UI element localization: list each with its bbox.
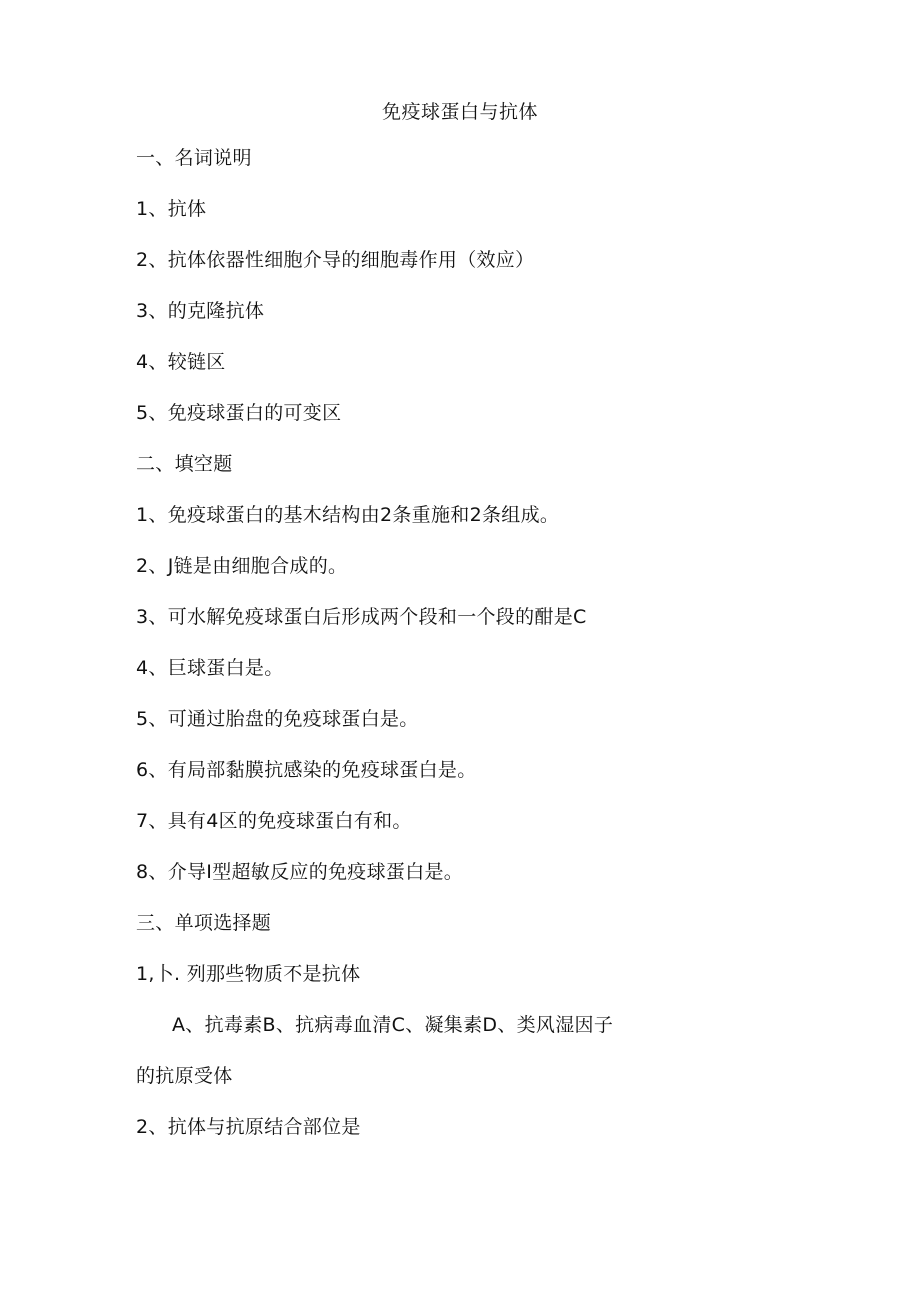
text-line: 8、介导I型超敏反应的免疫球蛋白是。 — [136, 861, 464, 883]
text-line: 的抗原受体 — [136, 1065, 233, 1087]
text-line: 1、免疫球蛋白的基木结构由2条重施和2条组成。 — [136, 504, 560, 526]
text-line: 4、较链区 — [136, 351, 226, 373]
document-body — [136, 143, 836, 1163]
text-line: 3、可水解免疫球蛋白后形成两个段和一个段的酣是C — [136, 606, 587, 628]
text-line: 2、抗体与抗原结合部位是 — [136, 1116, 361, 1138]
text-line: 2、J链是由细胞合成的。 — [136, 555, 348, 577]
document-title: 免疫球蛋白与抗体 — [381, 101, 538, 123]
text-line: 1,卜. 列那些物质不是抗体 — [136, 963, 361, 985]
text-line: 三、单项选择题 — [136, 912, 272, 934]
text-line: 3、的克隆抗体 — [136, 300, 265, 322]
text-line: 1、抗体 — [136, 198, 207, 220]
text-line: 7、具有4区的免疫球蛋白有和。 — [136, 810, 412, 832]
text-line: 6、有局部黏膜抗感染的免疫球蛋白是。 — [136, 759, 477, 781]
text-line: 5、免疫球蛋白的可变区 — [136, 402, 342, 424]
text-line: 5、可通过胎盘的免疫球蛋白是。 — [136, 708, 419, 730]
text-line: 2、抗体依器性细胞介导的细胞毒作用（效应） — [136, 249, 535, 271]
text-line: 4、巨球蛋白是。 — [136, 657, 284, 679]
text-line: A、抗毒素B、抗病毒血清C、凝集素D、类风湿因子 — [172, 1014, 614, 1036]
text-line: 二、填空题 — [136, 453, 233, 475]
text-line: 一、名词说明 — [136, 147, 252, 169]
